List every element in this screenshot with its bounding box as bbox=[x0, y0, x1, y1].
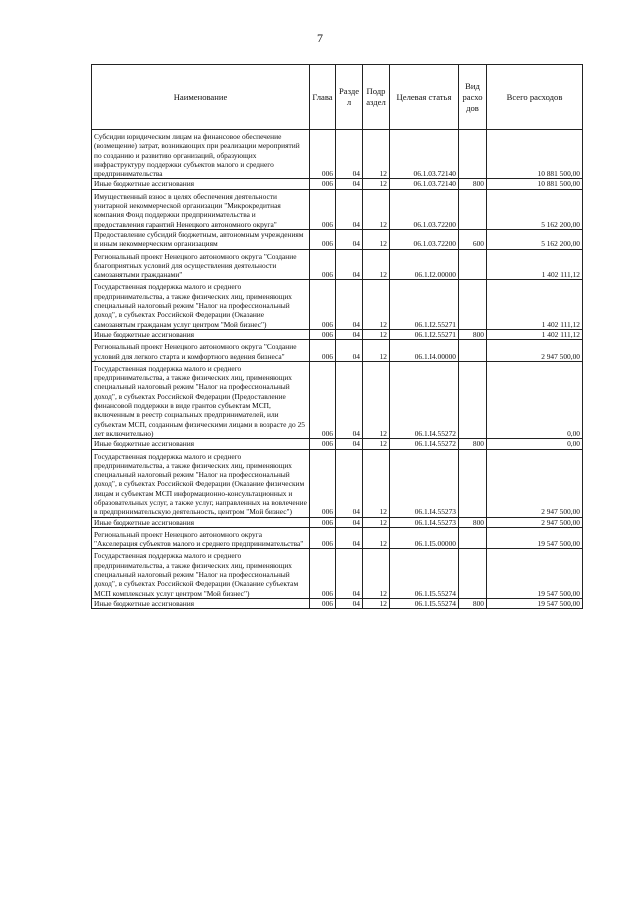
row-expense-type bbox=[459, 340, 487, 362]
row-target-article: 06.1.03.72200 bbox=[390, 189, 459, 229]
row-total: 2 947 500,00 bbox=[487, 517, 583, 527]
row-subsection: 12 bbox=[363, 439, 390, 449]
header-target-article: Целевая статья bbox=[390, 65, 459, 130]
row-expense-type: 800 bbox=[459, 439, 487, 449]
row-name: Региональный проект Ненецкого автономного округа "Акселерация субъектов малого и среднего предпринимательства" bbox=[92, 527, 310, 549]
row-expense-type bbox=[459, 549, 487, 598]
row-chapter: 006 bbox=[310, 517, 336, 527]
row-expense-type: 800 bbox=[459, 179, 487, 189]
row-target-article: 06.1.I5.55274 bbox=[390, 549, 459, 598]
row-chapter: 006 bbox=[310, 179, 336, 189]
row-section: 04 bbox=[336, 549, 363, 598]
row-name: Региональный проект Ненецкого автономного округа "Создание условий для легкого старта и комфортного ведения бизнеса" bbox=[92, 340, 310, 362]
row-total: 0,00 bbox=[487, 439, 583, 449]
row-chapter: 006 bbox=[310, 329, 336, 339]
table-row bbox=[92, 527, 583, 549]
row-name: Региональный проект Ненецкого автономного округа "Создание благоприятных условий для осуществления деятельности самозанятыми гражданами" bbox=[92, 249, 310, 280]
row-target-article: 06.1.I5.55274 bbox=[390, 598, 459, 608]
row-subsection: 12 bbox=[363, 229, 390, 249]
row-subsection: 12 bbox=[363, 598, 390, 608]
row-subsection: 12 bbox=[363, 527, 390, 549]
row-expense-type bbox=[459, 449, 487, 517]
row-total: 19 547 500,00 bbox=[487, 527, 583, 549]
row-section: 04 bbox=[336, 280, 363, 329]
row-expense-type bbox=[459, 249, 487, 280]
row-chapter: 006 bbox=[310, 439, 336, 449]
row-expense-type: 600 bbox=[459, 229, 487, 249]
row-expense-type bbox=[459, 361, 487, 438]
row-expense-type bbox=[459, 527, 487, 549]
row-expense-type: 800 bbox=[459, 598, 487, 608]
table-row bbox=[92, 130, 583, 179]
row-target-article: 06.1.I2.00000 bbox=[390, 249, 459, 280]
row-section: 04 bbox=[336, 229, 363, 249]
page-number: 7 bbox=[317, 31, 323, 45]
row-name: Иные бюджетные ассигнования bbox=[92, 517, 310, 527]
row-section: 04 bbox=[336, 598, 363, 608]
header-row bbox=[92, 65, 583, 130]
row-chapter: 006 bbox=[310, 549, 336, 598]
row-total: 0,00 bbox=[487, 361, 583, 438]
row-chapter: 006 bbox=[310, 527, 336, 549]
row-section: 04 bbox=[336, 527, 363, 549]
row-section: 04 bbox=[336, 130, 363, 179]
row-name: Государственная поддержка малого и среднего предпринимательства, а также физических лиц, применяющих специальный налоговый режим "Налог на профессиональный доход", в субъектах Российской Федерации (Предоставление финансовой поддержки в виде грантов субъектам МСП, включенным в реестр социальных предпринимателей, или субъектам МСП, созданным физическими лицами в возрасте до 25 лет включительно) bbox=[92, 361, 310, 438]
row-section: 04 bbox=[336, 361, 363, 438]
row-target-article: 06.1.03.72140 bbox=[390, 130, 459, 179]
row-total: 1 402 111,12 bbox=[487, 329, 583, 339]
table-row bbox=[92, 340, 583, 362]
budget-table bbox=[91, 64, 583, 609]
row-target-article: 06.1.I2.55271 bbox=[390, 329, 459, 339]
row-subsection: 12 bbox=[363, 340, 390, 362]
table-row bbox=[92, 179, 583, 189]
table-row bbox=[92, 598, 583, 608]
row-target-article: 06.1.I4.55273 bbox=[390, 449, 459, 517]
row-target-article: 06.1.I2.55271 bbox=[390, 280, 459, 329]
row-name: Государственная поддержка малого и среднего предпринимательства, а также физических лиц, применяющих специальный налоговый режим "Налог на профессиональный доход", в субъектах Российской Федерации (Оказание субъектам МСП комплексных услуг центром "Мой бизнес") bbox=[92, 549, 310, 598]
row-section: 04 bbox=[336, 439, 363, 449]
header-expense-type: Вид расхо дов bbox=[459, 65, 487, 130]
row-subsection: 12 bbox=[363, 361, 390, 438]
row-name: Субсидии юридическим лицам на финансовое обеспечение (возмещение) затрат, возникающих при реализации мероприятий по созданию и развитию организаций, образующих инфраструктуру поддержки субъектов малого и среднего предпринимательства bbox=[92, 130, 310, 179]
row-expense-type bbox=[459, 130, 487, 179]
header-subsection: Подр аздел bbox=[363, 65, 390, 130]
row-section: 04 bbox=[336, 179, 363, 189]
row-target-article: 06.1.03.72140 bbox=[390, 179, 459, 189]
table-row bbox=[92, 361, 583, 438]
row-name: Иные бюджетные ассигнования bbox=[92, 329, 310, 339]
table-row bbox=[92, 439, 583, 449]
row-chapter: 006 bbox=[310, 361, 336, 438]
row-target-article: 06.1.I4.00000 bbox=[390, 340, 459, 362]
row-name: Иные бюджетные ассигнования bbox=[92, 439, 310, 449]
row-subsection: 12 bbox=[363, 280, 390, 329]
row-total: 2 947 500,00 bbox=[487, 449, 583, 517]
header-name: Наименование bbox=[92, 65, 310, 130]
row-subsection: 12 bbox=[363, 179, 390, 189]
row-name: Имущественный взнос в целях обеспечения деятельности унитарной некоммерческой организации "Микрокредитная компания Фонд поддержки предпринимательства и предоставления гарантий Ненецкого автономного округа" bbox=[92, 189, 310, 229]
row-total: 1 402 111,12 bbox=[487, 280, 583, 329]
row-chapter: 006 bbox=[310, 280, 336, 329]
row-subsection: 12 bbox=[363, 449, 390, 517]
row-total: 19 547 500,00 bbox=[487, 598, 583, 608]
table-body bbox=[92, 130, 583, 609]
row-subsection: 12 bbox=[363, 549, 390, 598]
table-row bbox=[92, 517, 583, 527]
row-section: 04 bbox=[336, 449, 363, 517]
row-total: 19 547 500,00 bbox=[487, 549, 583, 598]
row-expense-type bbox=[459, 189, 487, 229]
row-name: Государственная поддержка малого и среднего предпринимательства, а также физических лиц, применяющих специальный налоговый режим "Налог на профессиональный доход", в субъектах Российской Федерации (Оказание физическим лицам и субъектам МСП информационно-консультационных и образовательных услуг, а также услуг, направленных на вовлечение в предпринимательскую деятельность, центром "Мой бизнес") bbox=[92, 449, 310, 517]
header-chapter: Глава bbox=[310, 65, 336, 130]
row-section: 04 bbox=[336, 517, 363, 527]
row-expense-type bbox=[459, 280, 487, 329]
row-name: Иные бюджетные ассигнования bbox=[92, 179, 310, 189]
row-total: 10 881 500,00 bbox=[487, 179, 583, 189]
row-expense-type: 800 bbox=[459, 329, 487, 339]
row-chapter: 006 bbox=[310, 598, 336, 608]
row-subsection: 12 bbox=[363, 329, 390, 339]
row-section: 04 bbox=[336, 189, 363, 229]
row-subsection: 12 bbox=[363, 130, 390, 179]
row-total: 5 162 200,00 bbox=[487, 189, 583, 229]
row-target-article: 06.1.I5.00000 bbox=[390, 527, 459, 549]
table-row bbox=[92, 229, 583, 249]
row-name: Иные бюджетные ассигнования bbox=[92, 598, 310, 608]
row-section: 04 bbox=[336, 340, 363, 362]
row-target-article: 06.1.I4.55273 bbox=[390, 517, 459, 527]
header-total: Всего расходов bbox=[487, 65, 583, 130]
row-expense-type: 800 bbox=[459, 517, 487, 527]
row-chapter: 006 bbox=[310, 340, 336, 362]
table-row bbox=[92, 280, 583, 329]
header-section: Разде л bbox=[336, 65, 363, 130]
table-row bbox=[92, 449, 583, 517]
table-row bbox=[92, 249, 583, 280]
table-row bbox=[92, 329, 583, 339]
row-subsection: 12 bbox=[363, 189, 390, 229]
row-total: 10 881 500,00 bbox=[487, 130, 583, 179]
row-name: Государственная поддержка малого и среднего предпринимательства, а также физических лиц, применяющих специальный налоговый режим "Налог на профессиональный доход", в субъектах Российской Федерации (Оказание самозанятым гражданам услуг центром "Мой бизнес") bbox=[92, 280, 310, 329]
row-chapter: 006 bbox=[310, 189, 336, 229]
row-target-article: 06.1.03.72200 bbox=[390, 229, 459, 249]
row-chapter: 006 bbox=[310, 249, 336, 280]
row-subsection: 12 bbox=[363, 249, 390, 280]
row-total: 2 947 500,00 bbox=[487, 340, 583, 362]
row-chapter: 006 bbox=[310, 130, 336, 179]
row-target-article: 06.1.I4.55272 bbox=[390, 361, 459, 438]
row-chapter: 006 bbox=[310, 449, 336, 517]
row-total: 1 402 111,12 bbox=[487, 249, 583, 280]
row-section: 04 bbox=[336, 329, 363, 339]
row-target-article: 06.1.I4.55272 bbox=[390, 439, 459, 449]
row-name: Предоставление субсидий бюджетным, автономным учреждениям и иным некоммерческим организациям bbox=[92, 229, 310, 249]
row-section: 04 bbox=[336, 249, 363, 280]
row-total: 5 162 200,00 bbox=[487, 229, 583, 249]
table-row bbox=[92, 549, 583, 598]
row-chapter: 006 bbox=[310, 229, 336, 249]
table-row bbox=[92, 189, 583, 229]
row-subsection: 12 bbox=[363, 517, 390, 527]
